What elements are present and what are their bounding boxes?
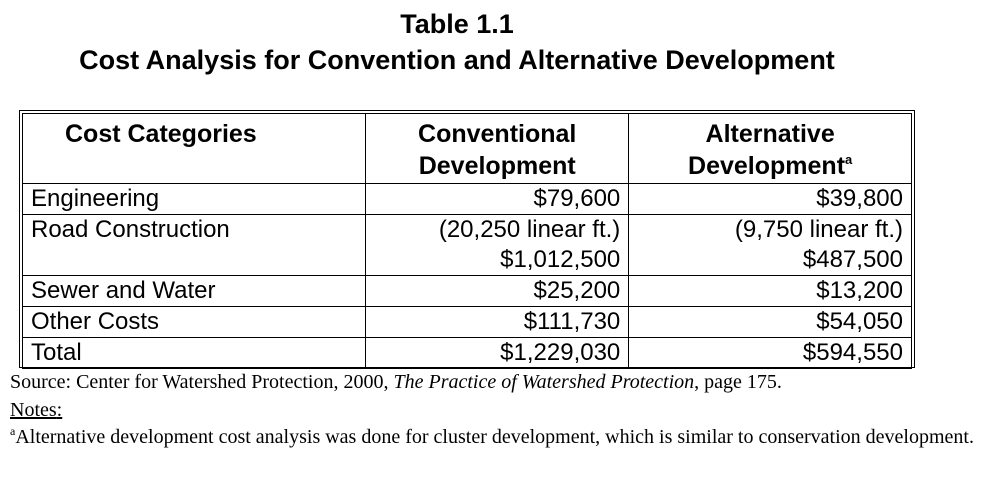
header-conventional-line1: Conventional: [418, 120, 577, 148]
alternative-value: $39,800: [629, 184, 912, 215]
footnote: [10, 424, 980, 451]
header-alternative-line2: [637, 150, 903, 182]
cost-table: [22, 113, 912, 369]
row-category: Engineering: [23, 184, 366, 215]
alternative-cost: $487,500: [802, 246, 903, 273]
notes-label-text: Notes: [10, 399, 57, 421]
row-category: Total: [23, 338, 366, 369]
source-prefix: Source: Center for Watershed Protection, 2000,: [10, 371, 394, 393]
source-suffix: , page 175.: [694, 371, 782, 393]
table-row: [23, 307, 912, 338]
row-category: Sewer and Water: [23, 276, 366, 307]
conventional-value: $25,200: [366, 276, 629, 307]
footnote-mark: a: [10, 424, 16, 438]
alternative-length: (9,750 linear ft.): [734, 216, 903, 243]
alternative-value: [629, 215, 912, 276]
table-header-row: [23, 114, 912, 184]
conventional-length: (20,250 linear ft.): [438, 216, 621, 243]
header-alternative-line1: Alternative: [705, 120, 835, 148]
notes-colon: :: [56, 399, 63, 421]
source-citation: [10, 370, 782, 395]
header-alternative: [629, 114, 912, 184]
alternative-value: $13,200: [629, 276, 912, 307]
alternative-value: $54,050: [629, 307, 912, 338]
conventional-cost: $1,012,500: [500, 246, 621, 273]
conventional-value: [366, 215, 629, 276]
table-row: [23, 184, 912, 215]
table-title: Cost Analysis for Convention and Alternative Development: [79, 45, 835, 75]
cost-table-frame: [19, 110, 915, 368]
table-row-total: [23, 338, 912, 369]
conventional-value: $111,730: [366, 307, 629, 338]
footnote-mark: a: [845, 152, 853, 167]
table-row: [23, 276, 912, 307]
row-category: Other Costs: [23, 307, 366, 338]
header-conventional: [366, 114, 629, 184]
table-row: [23, 215, 912, 276]
header-alternative-line2-text: Development: [688, 152, 846, 180]
notes-label: [10, 398, 62, 423]
footnote-text: Alternative development cost analysis was done for cluster development, which is similar to conservation development.: [15, 426, 974, 448]
conventional-value: $79,600: [366, 184, 629, 215]
table-number-title: Table 1.1: [400, 9, 514, 39]
header-cost-categories: Cost Categories: [23, 114, 366, 184]
conventional-total: $1,229,030: [366, 338, 629, 369]
header-conventional-line2: Development: [418, 152, 576, 180]
source-book-title: The Practice of Watershed Protection: [393, 371, 695, 393]
alternative-total: $594,550: [629, 338, 912, 369]
row-category: Road Construction: [23, 215, 366, 276]
